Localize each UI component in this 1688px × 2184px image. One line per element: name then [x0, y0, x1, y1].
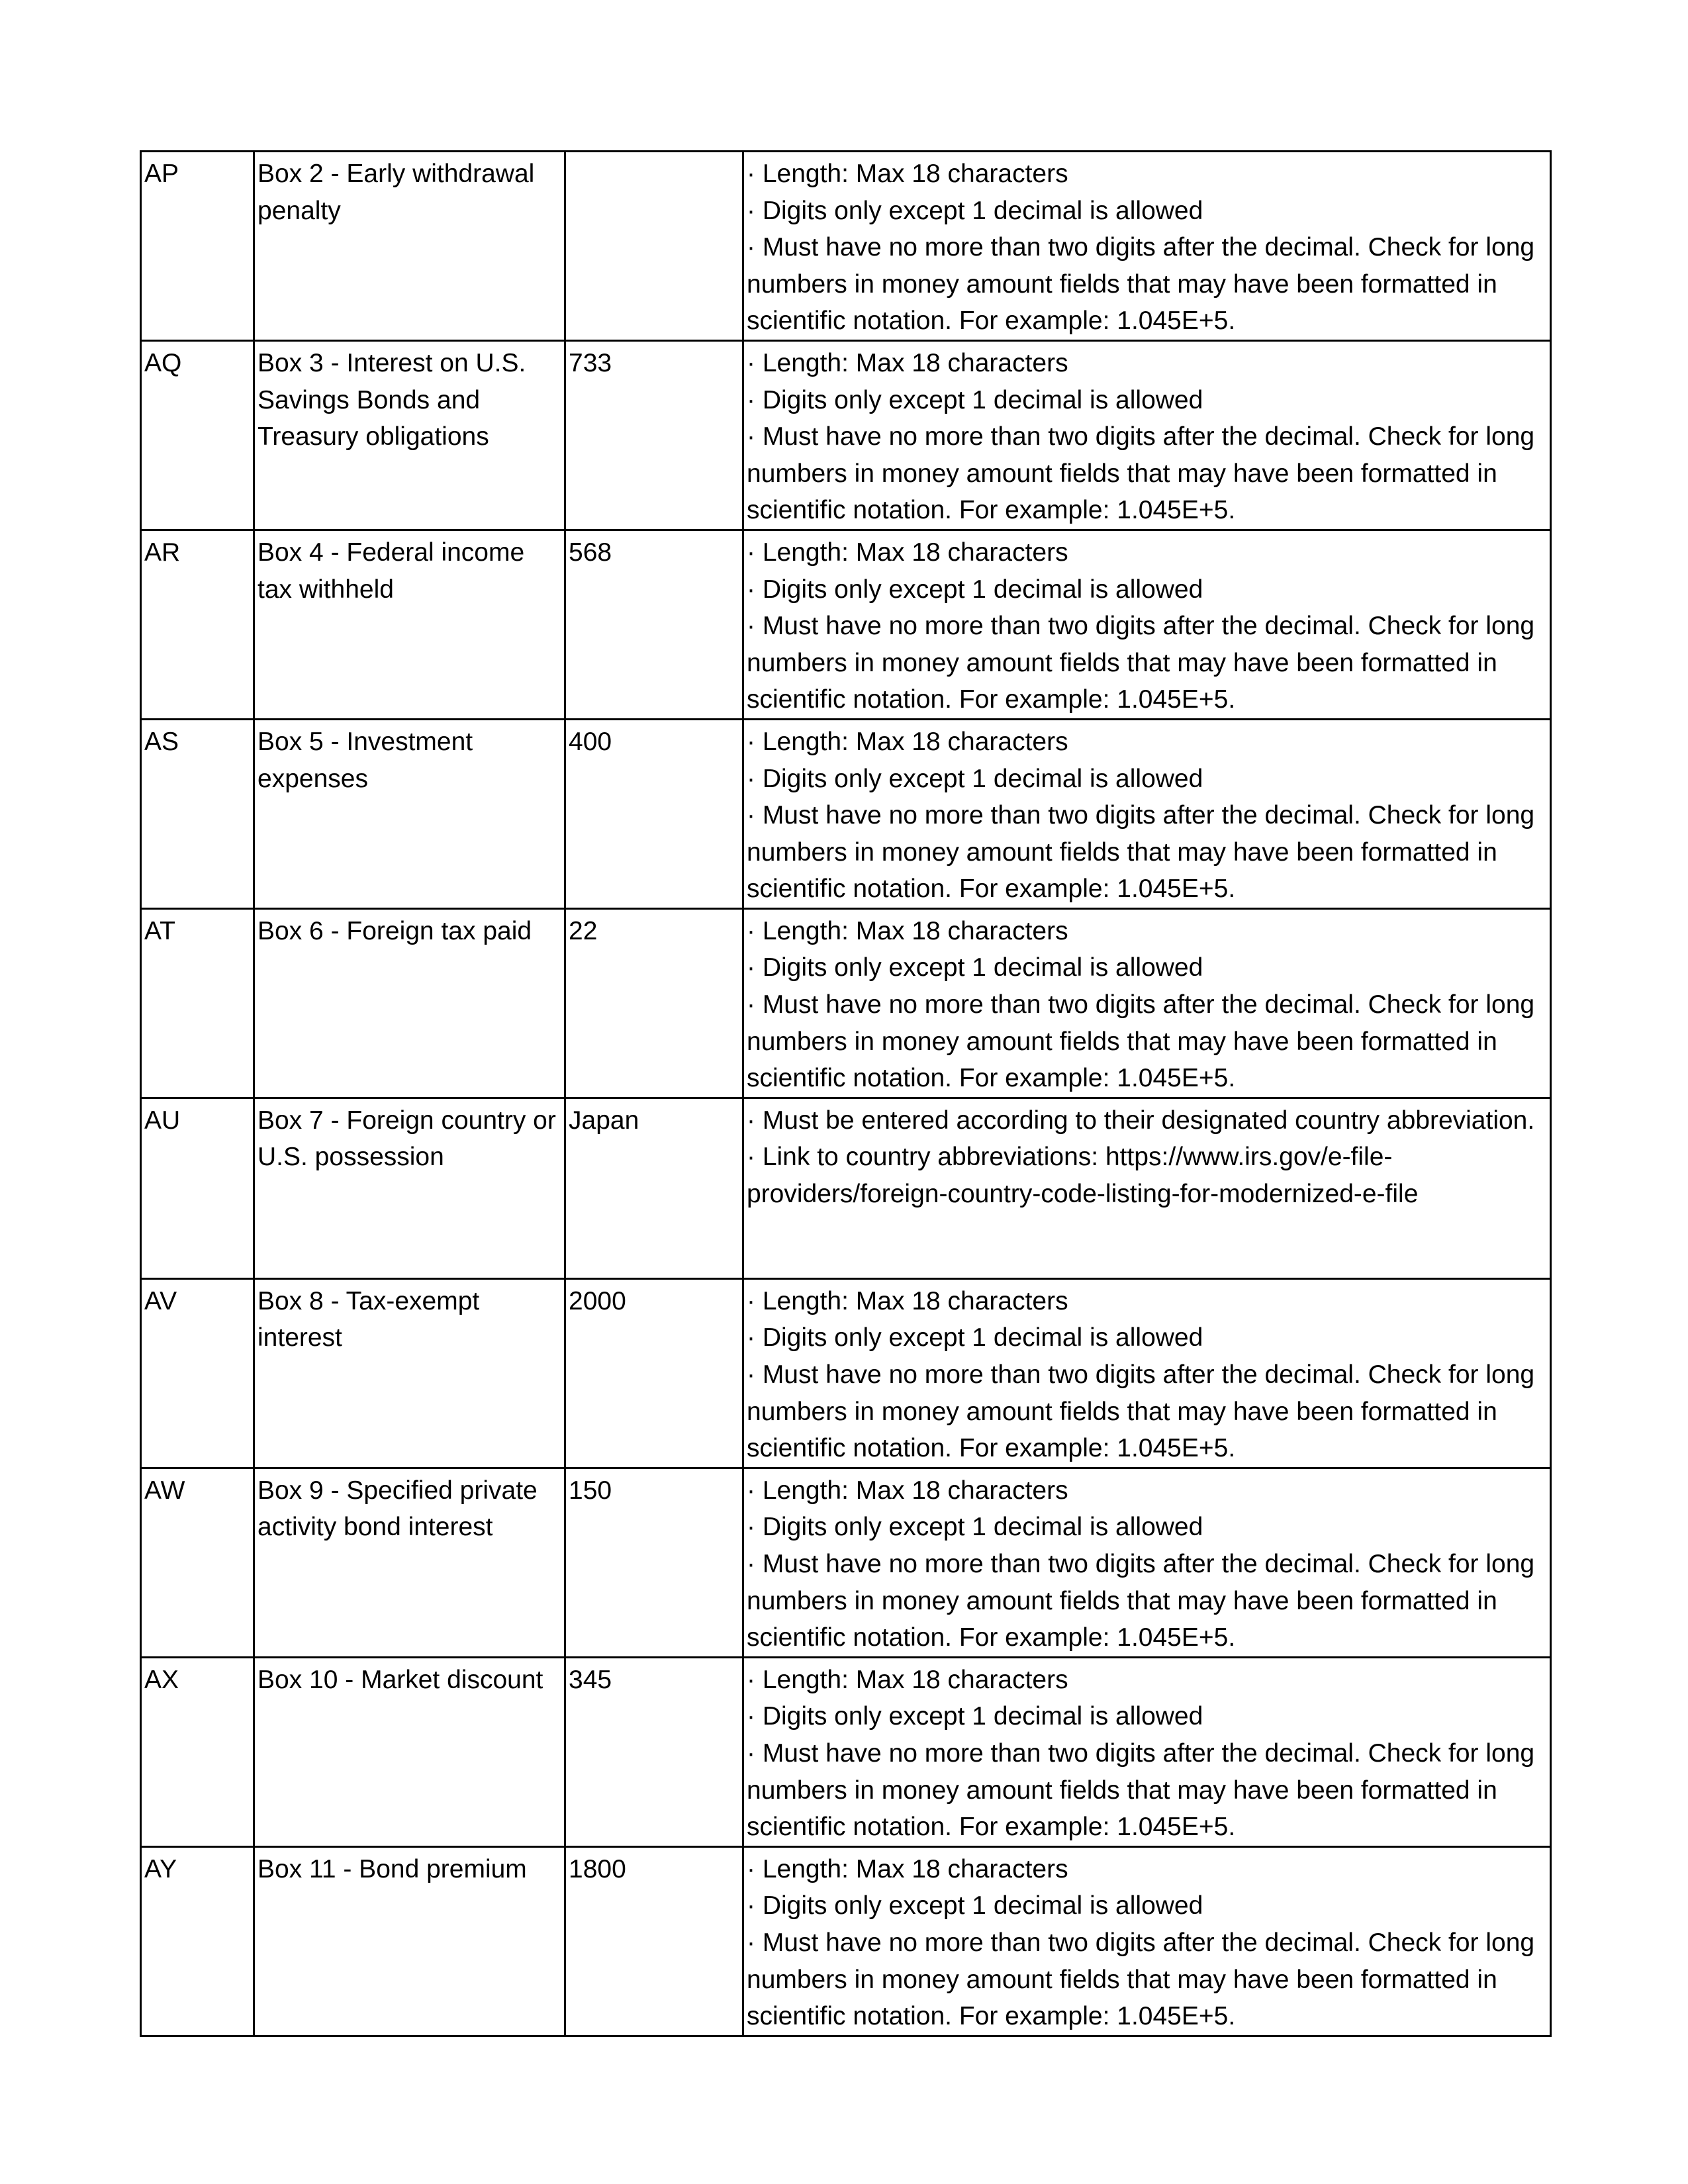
validation-rules-cell	[743, 340, 1551, 530]
validation-rule: · Digits only except 1 decimal is allowed	[747, 196, 1203, 225]
column-code-cell: AW	[141, 1468, 254, 1657]
sample-value-cell: 568	[565, 530, 743, 719]
sample-value-cell	[565, 152, 743, 341]
column-code-cell: AY	[141, 1846, 254, 2036]
validation-rule: · Digits only except 1 decimal is allowed	[747, 764, 1203, 793]
field-name-cell: Box 11 - Bond premium	[254, 1846, 565, 2036]
validation-rules-cell	[743, 908, 1551, 1098]
sample-value-cell: 150	[565, 1468, 743, 1657]
table-row	[141, 1098, 1551, 1278]
field-name-cell: Box 4 - Federal income tax withheld	[254, 530, 565, 719]
table-row	[141, 1468, 1551, 1657]
sample-value-cell: 2000	[565, 1278, 743, 1468]
validation-rules-cell	[743, 152, 1551, 341]
field-name-cell: Box 5 - Investment expenses	[254, 719, 565, 908]
validation-rule: · Length: Max 18 characters	[747, 1854, 1068, 1883]
table-row	[141, 1278, 1551, 1468]
table-row	[141, 1846, 1551, 2036]
field-name-cell: Box 10 - Market discount	[254, 1657, 565, 1846]
column-code-cell: AU	[141, 1098, 254, 1278]
validation-rule: · Length: Max 18 characters	[747, 160, 1068, 188]
validation-rule: · Must have no more than two digits after the decimal. Check for long numbers in money amount fields that may have been formatted in scientific notation. For example: 1.045E+5.	[747, 990, 1535, 1093]
field-name-cell: Box 6 - Foreign tax paid	[254, 908, 565, 1098]
table-row	[141, 908, 1551, 1098]
validation-rule: · Length: Max 18 characters	[747, 1665, 1068, 1694]
column-code-cell: AT	[141, 908, 254, 1098]
column-code-cell: AQ	[141, 340, 254, 530]
validation-rule: · Digits only except 1 decimal is allowed	[747, 385, 1203, 414]
column-code-cell: AP	[141, 152, 254, 341]
column-code-cell: AR	[141, 530, 254, 719]
sample-value-cell: 1800	[565, 1846, 743, 2036]
validation-rule: · Digits only except 1 decimal is allowed	[747, 1891, 1203, 1921]
field-spec-table-body	[141, 152, 1551, 2036]
field-name-cell: Box 2 - Early withdrawal penalty	[254, 152, 565, 341]
sample-value-cell: 345	[565, 1657, 743, 1846]
validation-rule: · Link to country abbreviations: https://www.irs.gov/e-file-providers/foreign-country-code-listing-for-modernized-e-file	[747, 1143, 1419, 1209]
validation-rule: · Must have no more than two digits after the decimal. Check for long numbers in money amount fields that may have been formatted in scientific notation. For example: 1.045E+5.	[747, 422, 1535, 525]
field-spec-table	[140, 150, 1552, 2037]
column-code-cell: AX	[141, 1657, 254, 1846]
validation-rule: · Digits only except 1 decimal is allowed	[747, 575, 1203, 604]
validation-rule: · Must have no more than two digits after the decimal. Check for long numbers in money amount fields that may have been formatted in scientific notation. For example: 1.045E+5.	[747, 612, 1535, 714]
validation-rules-cell	[743, 719, 1551, 908]
sample-value-cell: 400	[565, 719, 743, 908]
validation-rule: · Must have no more than two digits after the decimal. Check for long numbers in money amount fields that may have been formatted in scientific notation. For example: 1.045E+5.	[747, 1738, 1535, 1842]
validation-rule: · Digits only except 1 decimal is allowed	[747, 1513, 1203, 1542]
table-row	[141, 340, 1551, 530]
validation-rule: · Digits only except 1 decimal is allowed	[747, 1323, 1203, 1353]
field-name-cell: Box 9 - Specified private activity bond interest	[254, 1468, 565, 1657]
table-row	[141, 1657, 1551, 1846]
validation-rules-cell	[743, 1278, 1551, 1468]
validation-rule: · Must be entered according to their designated country abbreviation.	[747, 1106, 1535, 1135]
validation-rule: · Length: Max 18 characters	[747, 538, 1068, 567]
sample-value-cell: 733	[565, 340, 743, 530]
validation-rule: · Length: Max 18 characters	[747, 916, 1068, 945]
field-name-cell: Box 7 - Foreign country or U.S. possession	[254, 1098, 565, 1278]
validation-rule: · Length: Max 18 characters	[747, 727, 1068, 756]
table-row	[141, 530, 1551, 719]
sample-value-cell: Japan	[565, 1098, 743, 1278]
validation-rule: · Must have no more than two digits after the decimal. Check for long numbers in money amount fields that may have been formatted in scientific notation. For example: 1.045E+5.	[747, 801, 1535, 904]
validation-rule: · Digits only except 1 decimal is allowed	[747, 1702, 1203, 1731]
validation-rules-cell	[743, 530, 1551, 719]
validation-rule: · Digits only except 1 decimal is allowed	[747, 953, 1203, 982]
table-row	[141, 152, 1551, 341]
column-code-cell: AS	[141, 719, 254, 908]
table-row	[141, 719, 1551, 908]
field-name-cell: Box 3 - Interest on U.S. Savings Bonds and Treasury obligations	[254, 340, 565, 530]
validation-rule: · Length: Max 18 characters	[747, 1286, 1068, 1315]
validation-rule: · Length: Max 18 characters	[747, 1476, 1068, 1505]
validation-rule: · Must have no more than two digits after the decimal. Check for long numbers in money amount fields that may have been formatted in scientific notation. For example: 1.045E+5.	[747, 1928, 1535, 2031]
validation-rule: · Length: Max 18 characters	[747, 348, 1068, 377]
column-code-cell: AV	[141, 1278, 254, 1468]
validation-rules-cell	[743, 1468, 1551, 1657]
sample-value-cell: 22	[565, 908, 743, 1098]
validation-rule: · Must have no more than two digits after the decimal. Check for long numbers in money amount fields that may have been formatted in scientific notation. For example: 1.045E+5.	[747, 1360, 1535, 1463]
validation-rules-cell	[743, 1846, 1551, 2036]
field-name-cell: Box 8 - Tax-exempt interest	[254, 1278, 565, 1468]
validation-rule: · Must have no more than two digits after the decimal. Check for long numbers in money amount fields that may have been formatted in scientific notation. For example: 1.045E+5.	[747, 1550, 1535, 1652]
validation-rule: · Must have no more than two digits after the decimal. Check for long numbers in money amount fields that may have been formatted in scientific notation. For example: 1.045E+5.	[747, 233, 1535, 336]
validation-rules-cell	[743, 1098, 1551, 1278]
validation-rules-cell	[743, 1657, 1551, 1846]
